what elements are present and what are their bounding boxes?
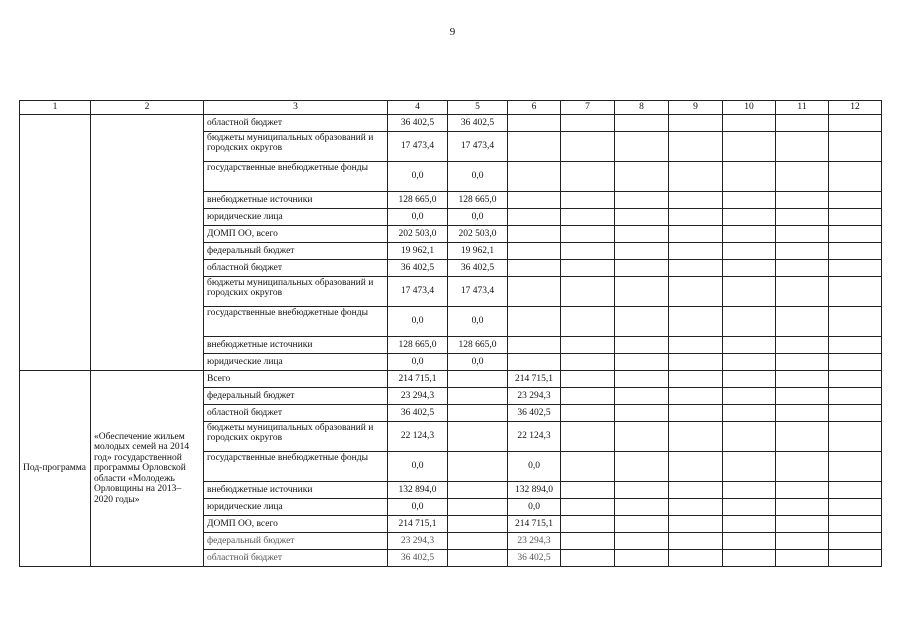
value-col4: 214 715,1: [388, 516, 448, 533]
funding-source: бюджеты муниципальных образований и городских округов: [204, 132, 388, 162]
value-col5: 0,0: [448, 162, 508, 192]
value-col6: 36 402,5: [508, 550, 561, 567]
funding-source: федеральный бюджет: [204, 533, 388, 550]
value-col4: 17 473,4: [388, 132, 448, 162]
value-col5: 128 665,0: [448, 337, 508, 354]
column-header: 9: [669, 101, 723, 115]
funding-source: федеральный бюджет: [204, 243, 388, 260]
column-header: 8: [615, 101, 669, 115]
funding-source: областной бюджет: [204, 550, 388, 567]
value-col6: 36 402,5: [508, 405, 561, 422]
value-col5: 0,0: [448, 307, 508, 337]
subprogram-block: [20, 371, 882, 567]
value-col6: 214 715,1: [508, 516, 561, 533]
value-col5: 0,0: [448, 209, 508, 226]
status-cell: [20, 115, 91, 371]
column-header: 12: [829, 101, 882, 115]
funding-source: областной бюджет: [204, 115, 388, 132]
subprogram-name: «Обеспечение жильем молодых семей на 2014 год» государственной программы Орловской области «Молодежь Орловщины на 2013–2020 годы»: [91, 371, 204, 567]
funding-source: внебюджетные источники: [204, 337, 388, 354]
column-header: 5: [448, 101, 508, 115]
funding-source: Всего: [204, 371, 388, 388]
value-col5: 19 962,1: [448, 243, 508, 260]
value-col6: 0,0: [508, 499, 561, 516]
funding-source: ДОМП ОО, всего: [204, 516, 388, 533]
funding-source: областной бюджет: [204, 405, 388, 422]
funding-source: ДОМП ОО, всего: [204, 226, 388, 243]
funding-source: государственные внебюджетные фонды: [204, 452, 388, 482]
value-col4: 36 402,5: [388, 550, 448, 567]
value-col4: 0,0: [388, 162, 448, 192]
table-row: [20, 115, 882, 132]
funding-source: внебюджетные источники: [204, 192, 388, 209]
value-col6: 22 124,3: [508, 422, 561, 452]
funding-source: бюджеты муниципальных образований и городских округов: [204, 277, 388, 307]
value-col6: 23 294,3: [508, 388, 561, 405]
column-header: 11: [776, 101, 829, 115]
value-col4: 23 294,3: [388, 533, 448, 550]
funding-source: государственные внебюджетные фонды: [204, 162, 388, 192]
column-header: 1: [20, 101, 91, 115]
financing-table: [19, 100, 882, 567]
funding-source: юридические лица: [204, 209, 388, 226]
value-col5: 202 503,0: [448, 226, 508, 243]
value-col5: 17 473,4: [448, 132, 508, 162]
value-col4: 128 665,0: [388, 337, 448, 354]
value-col4: 22 124,3: [388, 422, 448, 452]
value-col4: 36 402,5: [388, 405, 448, 422]
funding-source: государственные внебюджетные фонды: [204, 307, 388, 337]
value-col5: 128 665,0: [448, 192, 508, 209]
funding-source: бюджеты муниципальных образований и городских округов: [204, 422, 388, 452]
value-col4: 0,0: [388, 354, 448, 371]
value-col4: 36 402,5: [388, 260, 448, 277]
funding-source: внебюджетные источники: [204, 482, 388, 499]
value-col4: 0,0: [388, 499, 448, 516]
value-col6: 23 294,3: [508, 533, 561, 550]
value-col4: 0,0: [388, 452, 448, 482]
value-col6: 0,0: [508, 452, 561, 482]
value-col6: 214 715,1: [508, 371, 561, 388]
block-one: [20, 115, 882, 371]
value-col5: 17 473,4: [448, 277, 508, 307]
value-col4: 202 503,0: [388, 226, 448, 243]
funding-source: юридические лица: [204, 354, 388, 371]
name-cell: [91, 115, 204, 371]
value-col5: 36 402,5: [448, 260, 508, 277]
funding-source: юридические лица: [204, 499, 388, 516]
subprogram-status: Под-программа: [20, 371, 91, 567]
value-col6: 132 894,0: [508, 482, 561, 499]
value-col5: 0,0: [448, 354, 508, 371]
value-col5: 36 402,5: [448, 115, 508, 132]
column-header: 3: [204, 101, 388, 115]
table-row: [20, 371, 882, 388]
page-number: 9: [449, 26, 456, 38]
column-header: 2: [91, 101, 204, 115]
value-col4: 36 402,5: [388, 115, 448, 132]
funding-source: федеральный бюджет: [204, 388, 388, 405]
value-col4: 214 715,1: [388, 371, 448, 388]
column-header: 6: [508, 101, 561, 115]
column-header: 4: [388, 101, 448, 115]
value-col4: 132 894,0: [388, 482, 448, 499]
value-col4: 0,0: [388, 209, 448, 226]
funding-source: областной бюджет: [204, 260, 388, 277]
value-col4: 128 665,0: [388, 192, 448, 209]
column-number-row: [20, 101, 882, 115]
value-col4: 19 962,1: [388, 243, 448, 260]
column-header: 10: [723, 101, 776, 115]
value-col4: 23 294,3: [388, 388, 448, 405]
column-header: 7: [561, 101, 615, 115]
value-col4: 17 473,4: [388, 277, 448, 307]
value-col4: 0,0: [388, 307, 448, 337]
